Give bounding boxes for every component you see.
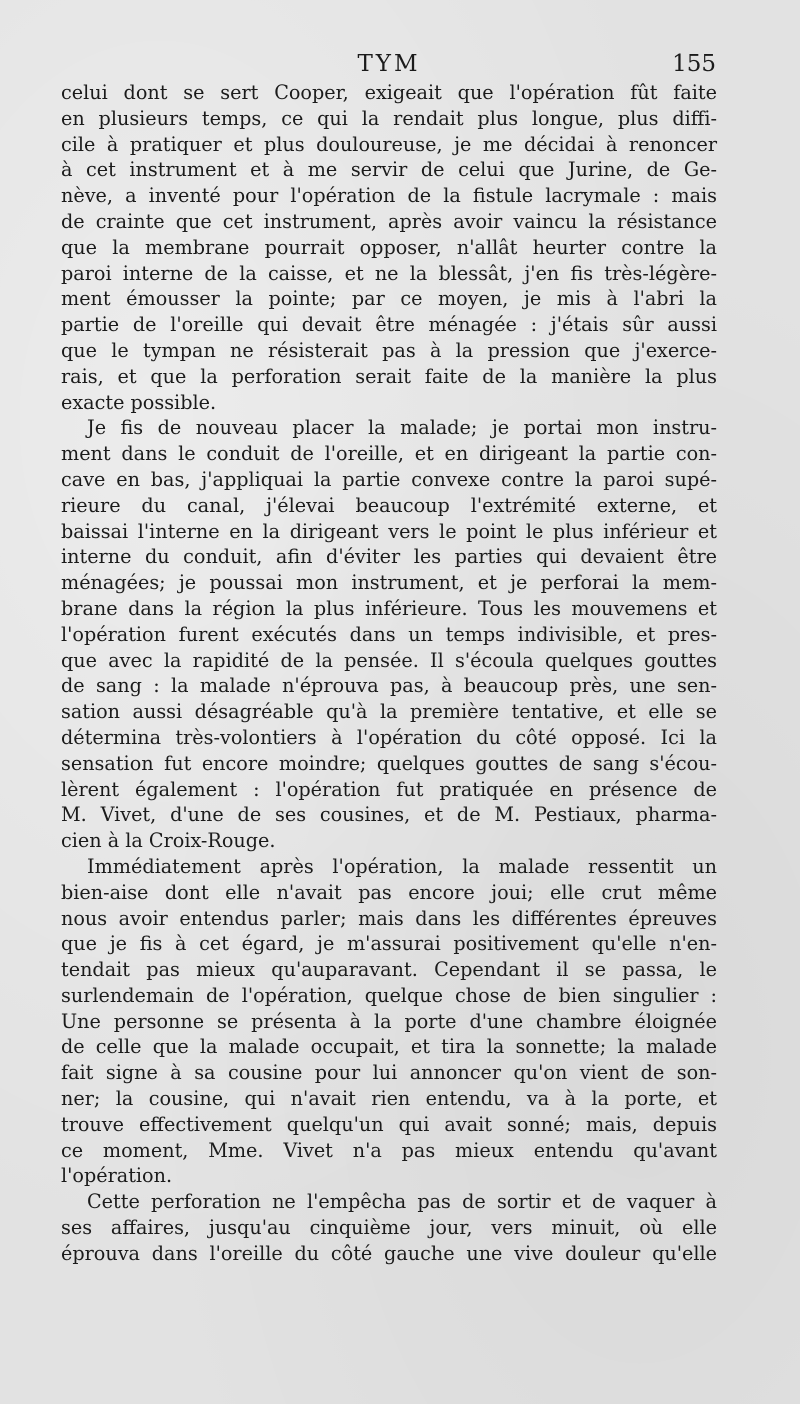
text-line: ce moment, Mme. Vivet n'a pas mieux entendu qu'avant: [61, 1138, 717, 1162]
text-line: que je fis à cet égard, je m'assurai positivement qu'elle n'en-: [61, 932, 717, 956]
text-line: à cet instrument et à me servir de celui que Jurine, de Ge-: [61, 158, 717, 182]
text-line: de celle que la malade occupait, et tira la sonnette; la malade: [61, 1035, 717, 1059]
text-line: ses affaires, jusqu'au cinquième jour, vers minuit, où elle: [61, 1216, 717, 1240]
text-line: exacte possible.: [61, 390, 217, 414]
text-line: ménagées; je poussai mon instrument, et je perforai la mem-: [61, 571, 717, 595]
text-line: celui dont se sert Cooper, exigeait que l'opération fût faite: [61, 81, 717, 104]
text-line: que le tympan ne résisterait pas à la pression que j'exerce-: [61, 338, 717, 362]
text-line: ment émousser la pointe; par ce moyen, je mis à l'abri la: [61, 287, 717, 311]
text-line: fait signe à sa cousine pour lui annoncer qu'on vient de son-: [61, 1061, 717, 1085]
running-head: [62, 47, 716, 81]
text-line: cave en bas, j'appliquai la partie convexe contre la paroi supé-: [61, 467, 717, 491]
text-line: rieure du canal, j'élevai beaucoup l'extrémité externe, et: [61, 493, 717, 517]
text-line: lèrent également : l'opération fut pratiquée en présence de: [61, 777, 717, 801]
text-line: M. Vivet, d'une de ses cousines, et de M. Pestiaux, pharma-: [61, 803, 717, 827]
text-line: de sang : la malade n'éprouva pas, à beaucoup près, une sen-: [61, 674, 717, 698]
text-line: que la membrane pourrait opposer, n'allât heurter contre la: [61, 235, 717, 259]
text-line: surlendemain de l'opération, quelque chose de bien singulier :: [61, 983, 717, 1007]
text-line: baissai l'interne en la dirigeant vers le point le plus inférieur et: [61, 519, 717, 543]
text-line: Immédiatement après l'opération, la malade ressentit un: [87, 854, 717, 878]
text-line: sensation fut encore moindre; quelques gouttes de sang s'écou-: [61, 751, 717, 775]
text-line: Une personne se présenta à la porte d'une chambre éloignée: [61, 1009, 717, 1033]
text-line: de crainte que cet instrument, après avoir vaincu la résistance: [61, 209, 717, 233]
text-line: ner; la cousine, qui n'avait rien entendu, va à la porte, et: [61, 1087, 717, 1111]
text-line: détermina très-volontiers à l'opération du côté opposé. Ici la: [61, 725, 717, 749]
running-title: TYM: [357, 51, 421, 77]
text-line: partie de l'oreille qui devait être ménagée : j'étais sûr aussi: [61, 313, 717, 337]
page-number: 155: [672, 51, 716, 77]
text-line: tendait pas mieux qu'auparavant. Cependant il se passa, le: [61, 958, 717, 982]
text-line: l'opération.: [61, 1164, 173, 1188]
text-line: en plusieurs temps, ce qui la rendait plus longue, plus diffi-: [61, 106, 717, 130]
text-line: bien-aise dont elle n'avait pas encore joui; elle crut même: [61, 880, 717, 904]
text-line: éprouva dans l'oreille du côté gauche une vive douleur qu'elle: [61, 1241, 717, 1265]
text-line: nous avoir entendus parler; mais dans les différentes épreuves: [61, 906, 717, 930]
text-line: paroi interne de la caisse, et ne la blessât, j'en fis très-légère-: [61, 261, 717, 285]
text-line: cile à pratiquer et plus douloureuse, je me décidai à renoncer: [61, 132, 717, 156]
text-line: rais, et que la perforation serait faite de la manière la plus: [61, 364, 717, 388]
text-line: cien à la Croix-Rouge.: [61, 829, 276, 853]
text-line: nève, a inventé pour l'opération de la fistule lacrymale : mais: [61, 184, 717, 208]
text-line: Cette perforation ne l'empêcha pas de sortir et de vaquer à: [87, 1190, 717, 1214]
text-line: trouve effectivement quelqu'un qui avait sonné; mais, depuis: [61, 1112, 717, 1136]
body-text: [61, 80, 717, 1267]
text-line: Je fis de nouveau placer la malade; je portai mon instru-: [87, 416, 717, 440]
text-line: ment dans le conduit de l'oreille, et en dirigeant la partie con-: [61, 442, 717, 466]
text-line: l'opération furent exécutés dans un temps indivisible, et pres-: [61, 622, 717, 646]
text-line: interne du conduit, afin d'éviter les parties qui devaient être: [61, 545, 717, 569]
text-line: que avec la rapidité de la pensée. Il s'écoula quelques gouttes: [61, 648, 717, 672]
text-line: sation aussi désagréable qu'à la première tentative, et elle se: [61, 700, 717, 724]
text-line: brane dans la région la plus inférieure. Tous les mouvemens et: [61, 596, 717, 620]
